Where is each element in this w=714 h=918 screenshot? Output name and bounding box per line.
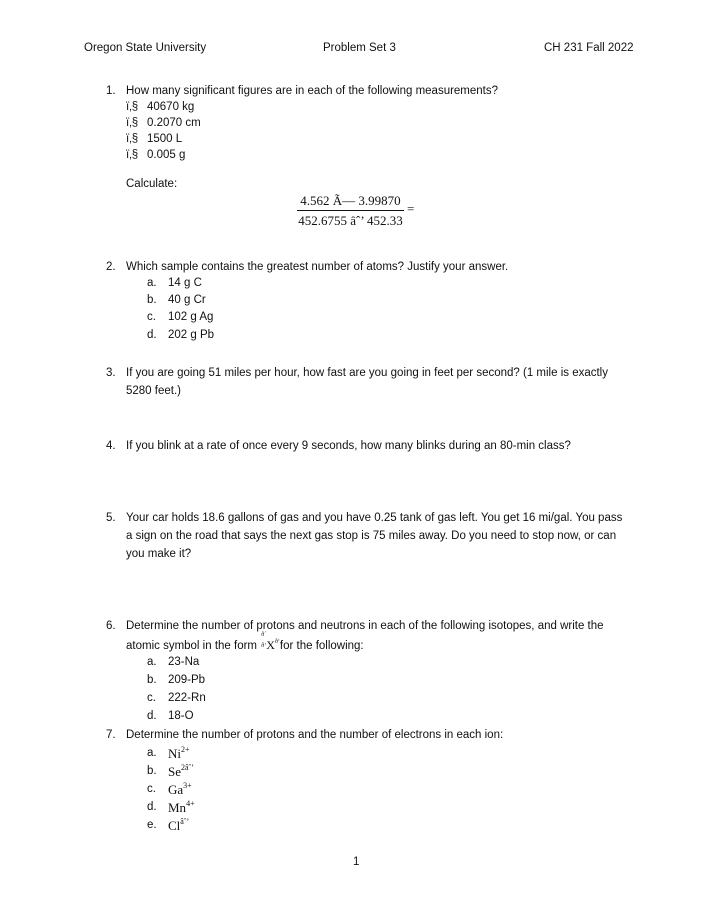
header-left: Oregon State University	[84, 42, 207, 54]
ion	[168, 782, 192, 798]
ion-base: Ga	[168, 782, 184, 797]
q6-line-2	[126, 632, 364, 653]
q6-item-label: d.	[147, 710, 157, 722]
header-center: Problem Set 3	[323, 42, 396, 54]
symbol-tail: ð‘	[274, 639, 280, 645]
ion-charge: 2âˆ’	[181, 763, 194, 772]
q6-item-label: a.	[147, 656, 157, 668]
fraction-numerator: 4.562 Ã— 3.99870	[300, 193, 401, 208]
q2-item: 14 g C	[168, 277, 202, 289]
fraction-bar	[297, 210, 404, 211]
ion-base: Se	[168, 764, 181, 779]
q6-number: 6.	[106, 620, 116, 632]
q3-line: 5280 feet.)	[126, 385, 181, 397]
ion-charge: 3+	[183, 781, 192, 790]
q3-line: If you are going 51 miles per hour, how fast are you going in feet per second? (1 mile is exactly	[126, 367, 608, 379]
q5-line: a sign on the road that says the next gas stop is 75 miles away. Do you need to stop now, or can	[126, 530, 617, 542]
q2-text: Which sample contains the greatest number of atoms? Justify your answer.	[126, 261, 509, 273]
q6-item: 222-Rn	[168, 692, 206, 704]
q1-bullet: ï‚§	[126, 149, 139, 161]
q1-item: 0.005 g	[147, 149, 186, 161]
q3-number: 3.	[106, 367, 116, 379]
ion-base: Cl	[168, 818, 181, 833]
q1-bullet: ï‚§	[126, 101, 139, 113]
fraction-denominator: 452.6755 âˆ’ 452.33	[298, 213, 403, 228]
calculation-fraction	[297, 193, 404, 229]
q4-number: 4.	[106, 440, 116, 452]
q2-item: 202 g Pb	[168, 329, 215, 341]
q2-item: 102 g Ag	[168, 311, 214, 323]
q1-item: 40670 kg	[147, 101, 195, 113]
ion-base: Mn	[168, 800, 187, 815]
q2-item-label: d.	[147, 329, 157, 341]
mass-number-placeholder: ð´	[261, 632, 267, 638]
ion-charge: 2+	[181, 745, 190, 754]
ion-charge: âˆ’	[180, 817, 190, 826]
ion	[168, 818, 189, 834]
ion	[168, 800, 195, 816]
q6-item: 209-Pb	[168, 674, 206, 686]
q2-item-label: c.	[147, 311, 156, 323]
q2-item-label: a.	[147, 277, 157, 289]
atomic-number-placeholder: ð‘	[261, 643, 267, 649]
q5-line: Your car holds 18.6 gallons of gas and you have 0.25 tank of gas left. You get 16 mi/gal. You pass	[126, 512, 623, 524]
q5-number: 5.	[106, 512, 116, 524]
q7-item-label: b.	[147, 765, 157, 777]
q7-item-label: e.	[147, 819, 157, 831]
q2-item: 40 g Cr	[168, 294, 206, 306]
ion-base: Ni	[168, 746, 181, 761]
q1-item: 1500 L	[147, 133, 183, 145]
ion	[168, 746, 190, 762]
q6-item: 23-Na	[168, 656, 200, 668]
element-symbol-placeholder: X	[266, 638, 275, 652]
q2-number: 2.	[106, 261, 116, 273]
q6-line-prefix: atomic symbol in the form	[126, 640, 261, 652]
q1-bullet: ï‚§	[126, 117, 139, 129]
q2-item-label: b.	[147, 294, 157, 306]
q7-number: 7.	[106, 729, 116, 741]
q1-number: 1.	[106, 85, 116, 97]
q1-text: How many significant figures are in each of the following measurements?	[126, 85, 499, 97]
q4-text: If you blink at a rate of once every 9 seconds, how many blinks during an 80-min class?	[126, 440, 571, 452]
q1-item: 0.2070 cm	[147, 117, 201, 129]
q7-item-label: a.	[147, 747, 157, 759]
header-right: CH 231 Fall 2022	[544, 42, 634, 54]
ion-charge: 4+	[186, 799, 195, 808]
calculate-label: Calculate:	[126, 178, 178, 190]
q7-text: Determine the number of protons and the number of electrons in each ion:	[126, 729, 504, 741]
q6-item-label: c.	[147, 692, 156, 704]
q1-bullet: ï‚§	[126, 133, 139, 145]
q6-item: 18-O	[168, 710, 194, 722]
page-number: 1	[353, 856, 360, 868]
q7-item-label: d.	[147, 801, 157, 813]
q6-line-suffix: for the following:	[279, 640, 364, 652]
equals-sign: =	[407, 201, 415, 216]
atomic-symbol-notation	[260, 632, 280, 652]
q6-item-label: b.	[147, 674, 157, 686]
q7-item-label: c.	[147, 783, 156, 795]
q6-line: Determine the number of protons and neutrons in each of the following isotopes, and write the	[126, 620, 604, 632]
q5-line: you make it?	[126, 548, 192, 560]
ion	[168, 764, 194, 780]
